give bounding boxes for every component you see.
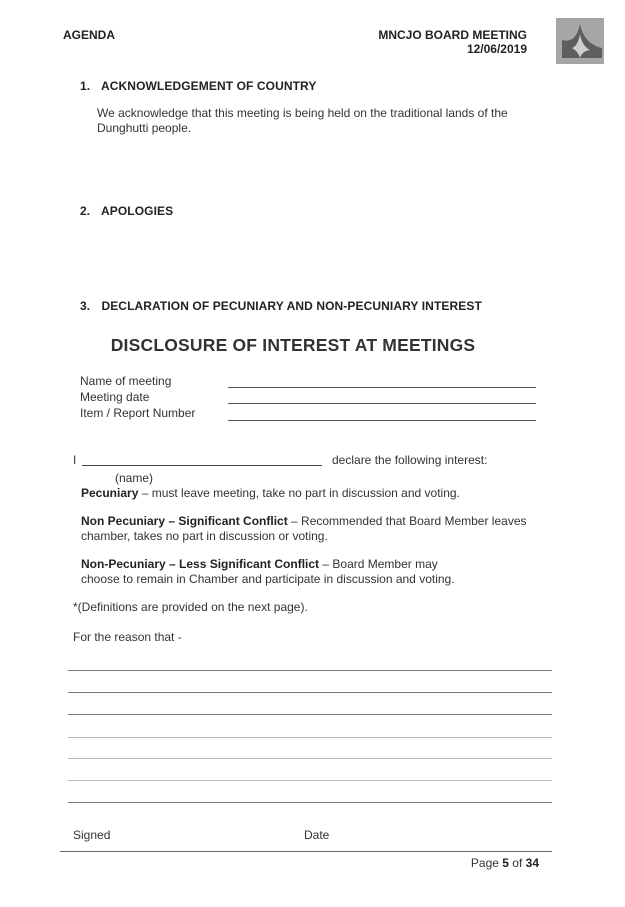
section-2-title: APOLOGIES: [101, 204, 174, 218]
disclosure-form-title: DISCLOSURE OF INTEREST AT MEETINGS: [110, 335, 476, 355]
section-3-heading: [80, 299, 482, 313]
header-agenda-label: AGENDA: [63, 28, 116, 42]
non-pecuniary-significant-definition: [81, 514, 527, 544]
footer-divider: [60, 851, 552, 852]
section-1-body-line-2: Dunghutti people.: [97, 121, 192, 135]
page-current: 5: [502, 856, 509, 870]
npl-text-line-1: – Board Member may: [319, 557, 438, 571]
section-3-number: 3.: [80, 299, 91, 313]
header-meeting-title: MNCJO BOARD MEETING: [378, 28, 527, 42]
name-of-meeting-label: Name of meeting: [80, 374, 172, 388]
npl-label: Non-Pecuniary – Less Significant Conflict: [81, 557, 320, 571]
reason-line[interactable]: [68, 692, 552, 693]
signed-label: Signed: [73, 828, 111, 842]
meeting-date-field[interactable]: [228, 403, 536, 404]
item-report-number-label: Item / Report Number: [80, 406, 196, 420]
reason-line[interactable]: [68, 714, 552, 715]
section-3-title: DECLARATION OF PECUNIARY AND NON-PECUNIARY INTEREST: [101, 299, 482, 313]
pecuniary-definition: [81, 486, 460, 501]
pecuniary-label: Pecuniary: [81, 486, 139, 500]
npl-text-line-2: choose to remain in Chamber and participate in discussion and voting.: [81, 572, 455, 586]
reason-label: For the reason that -: [73, 630, 182, 644]
page-number: [471, 856, 539, 871]
declarant-name-field[interactable]: [82, 465, 322, 466]
nps-text-line-1: – Recommended that Board Member leaves: [287, 514, 527, 528]
reason-line[interactable]: [68, 670, 552, 671]
section-2-heading: [80, 204, 173, 218]
reason-line[interactable]: [68, 737, 552, 738]
declare-suffix: declare the following interest:: [332, 453, 488, 467]
reason-line[interactable]: [68, 802, 552, 803]
definitions-note: *(Definitions are provided on the next page).: [73, 600, 308, 614]
header-meeting-info: [378, 28, 527, 56]
nps-text-line-2: chamber, takes no part in discussion or voting.: [81, 529, 328, 543]
meeting-date-label: Meeting date: [80, 390, 150, 404]
section-1-heading: [80, 79, 316, 93]
page-total: 34: [525, 856, 539, 870]
non-pecuniary-less-significant-definition: [81, 557, 455, 587]
section-1-body: [97, 106, 508, 136]
page-mid: of: [508, 856, 526, 870]
pecuniary-text: – must leave meeting, take no part in discussion and voting.: [138, 486, 460, 500]
reason-line[interactable]: [68, 758, 552, 759]
item-report-number-field[interactable]: [228, 420, 536, 421]
date-label: Date: [304, 828, 330, 842]
council-logo-icon: [556, 18, 604, 64]
section-1-title: ACKNOWLEDGEMENT OF COUNTRY: [101, 79, 317, 93]
section-1-number: 1.: [80, 79, 91, 93]
section-1-body-line-1: We acknowledge that this meeting is being held on the traditional lands of the: [97, 106, 508, 120]
name-of-meeting-field[interactable]: [228, 387, 536, 388]
name-hint: (name): [115, 471, 154, 485]
declare-prefix: I: [73, 453, 77, 467]
nps-label: Non Pecuniary – Significant Conflict: [81, 514, 288, 528]
header-meeting-date: 12/06/2019: [466, 42, 527, 56]
page-prefix: Page: [470, 856, 503, 870]
section-2-number: 2.: [80, 204, 91, 218]
reason-line[interactable]: [68, 780, 552, 781]
